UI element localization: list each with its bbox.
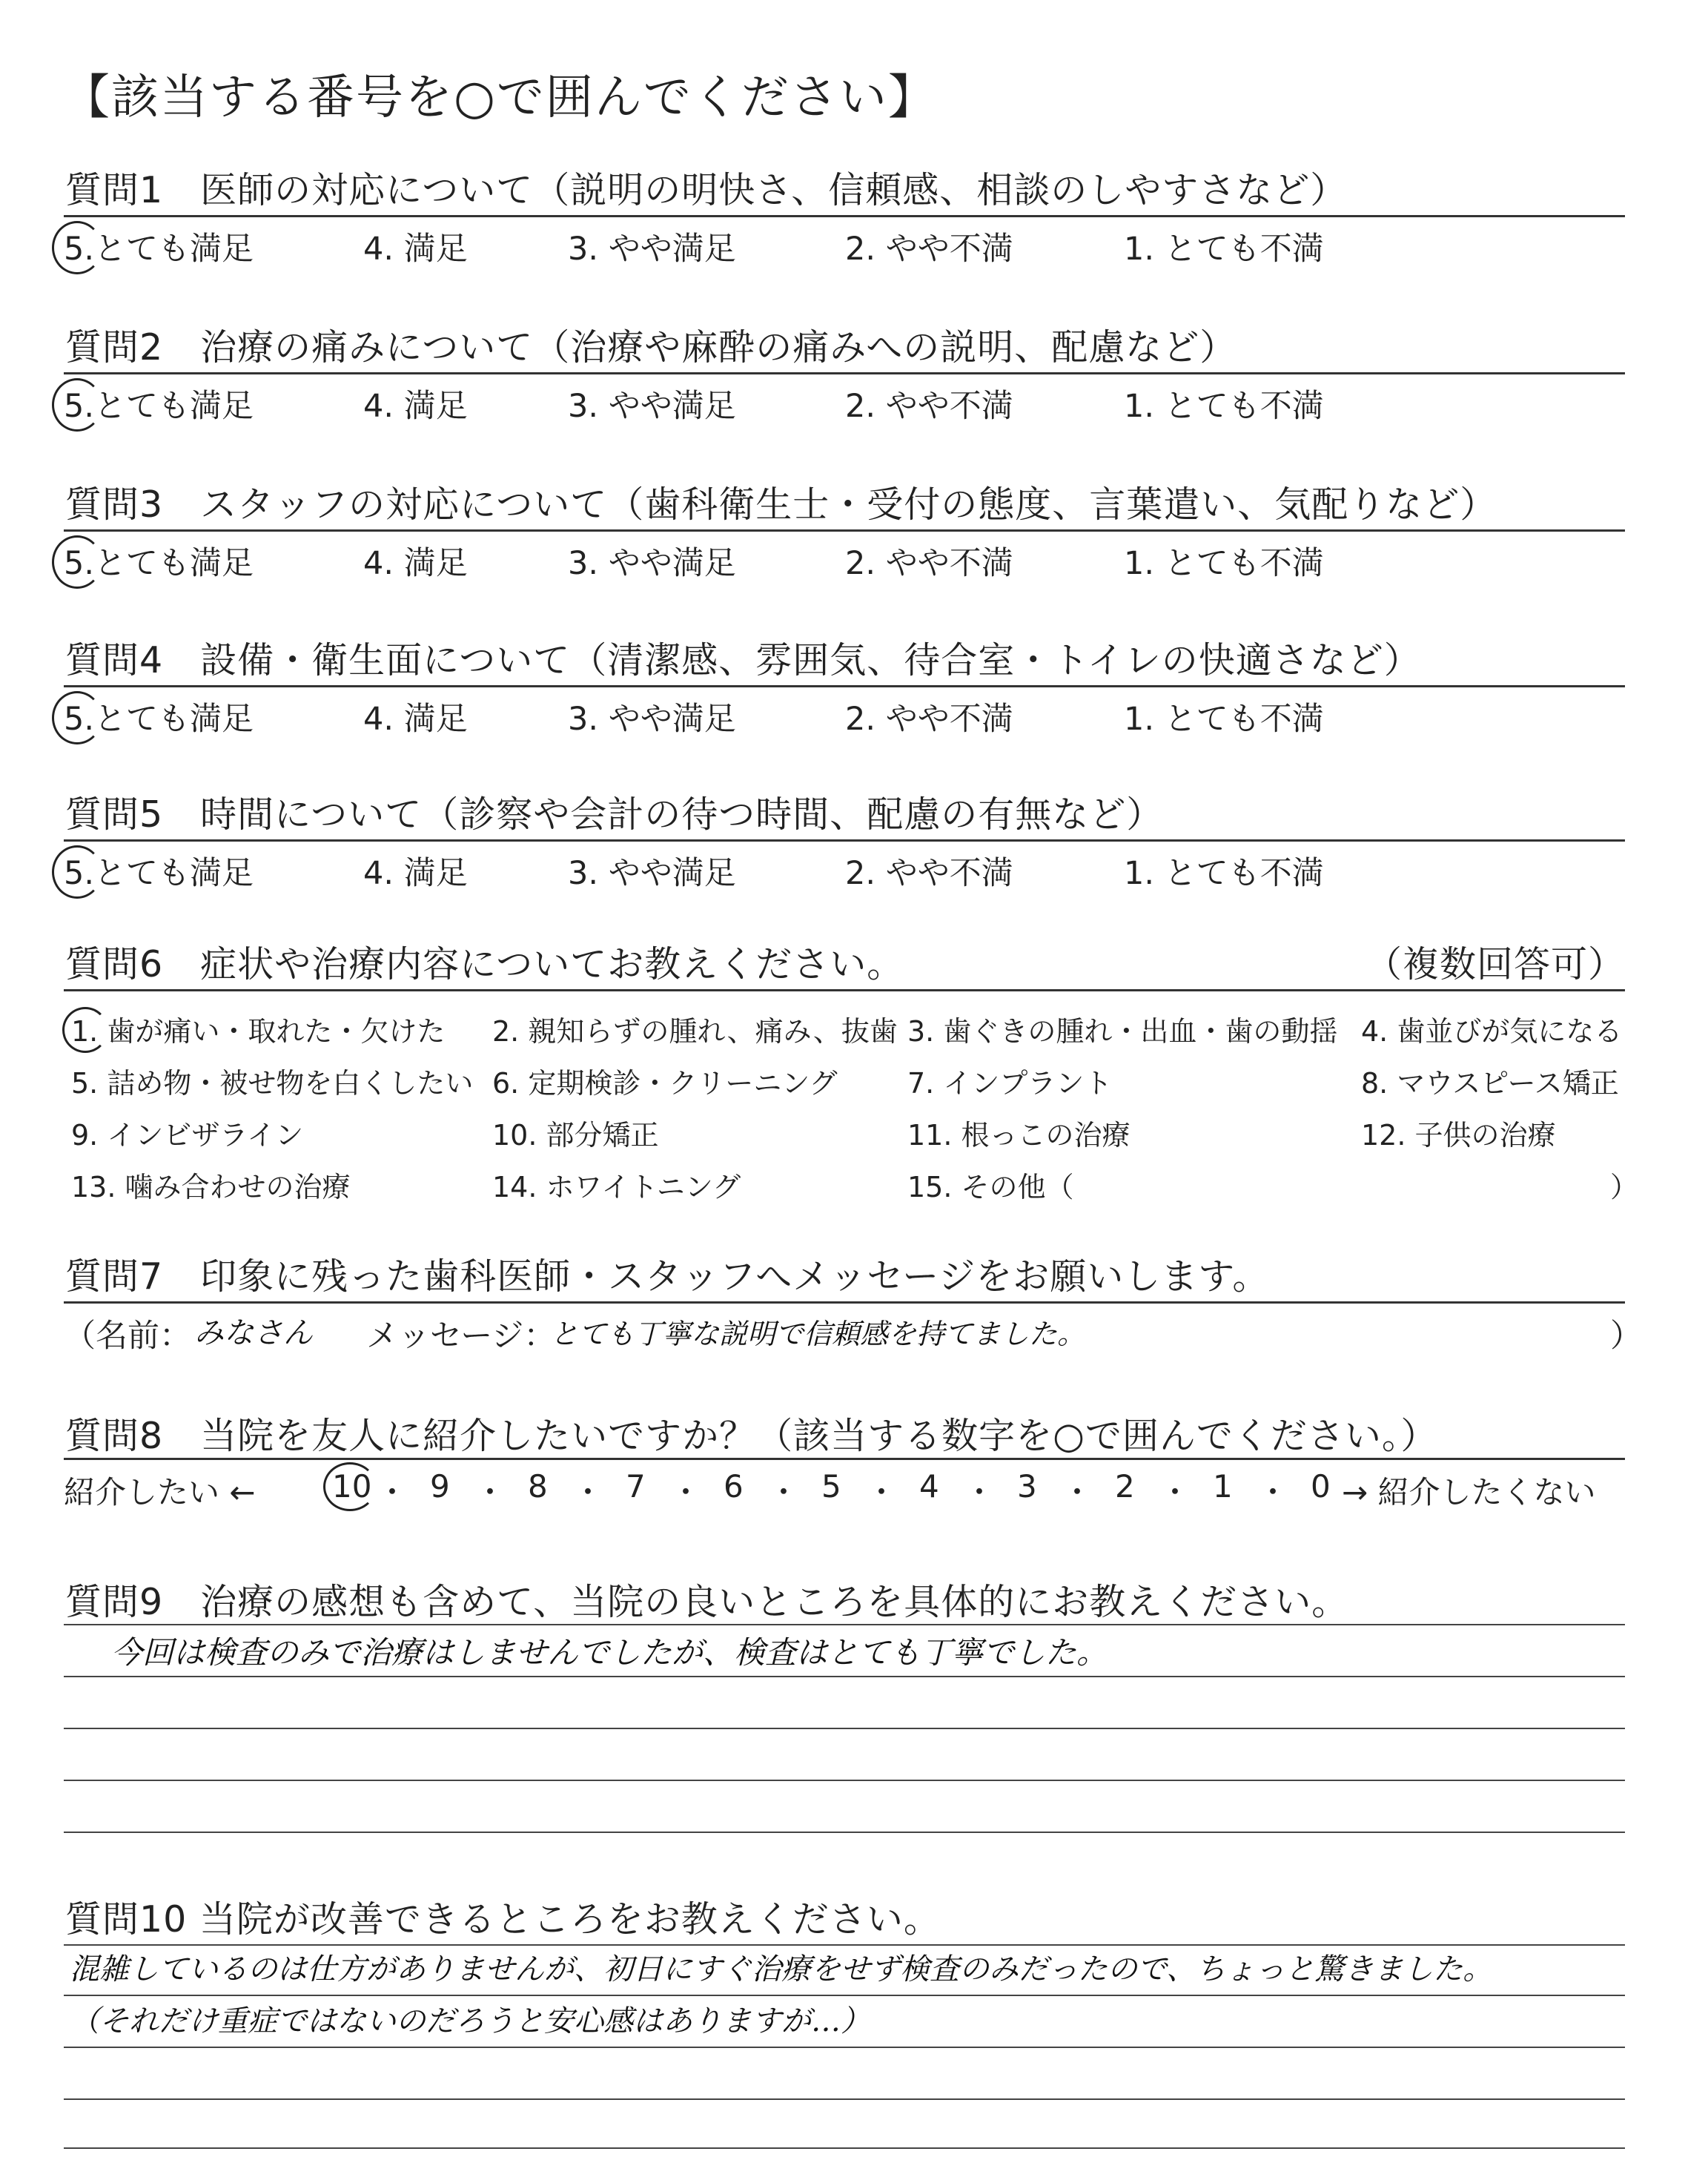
q8-scale-8[interactable]: 8 xyxy=(528,1468,548,1505)
q5-option-3[interactable]: 3. やや満足 xyxy=(568,855,736,892)
q3-selection-circle xyxy=(52,535,102,589)
q2-option-3[interactable]: 3. やや満足 xyxy=(568,388,736,425)
q7-name-value[interactable]: みなさん xyxy=(194,1316,313,1350)
q9-rule-4 xyxy=(64,1780,1625,1781)
q9-rule-2 xyxy=(64,1676,1625,1677)
q3-title: 質問3 スタッフの対応について（歯科衛生士・受付の態度、言葉遣い、気配りなど） xyxy=(65,483,1497,526)
q2-title: 質問2 治療の痛みについて（治療や麻酔の痛みへの説明、配慮など） xyxy=(65,326,1237,369)
q5-option-4[interactable]: 4. 満足 xyxy=(363,855,468,892)
q6-option-3[interactable]: 3. 歯ぐきの腫れ・出血・歯の動揺 xyxy=(907,1015,1338,1048)
q8-selection-circle xyxy=(323,1462,377,1511)
q5-selection-circle xyxy=(52,845,102,899)
q10-rule-3 xyxy=(64,2047,1625,2048)
q8-title: 質問8 当院を友人に紹介したいですか？（該当する数字を○で囲んでください。） xyxy=(65,1415,1438,1457)
q1-option-2[interactable]: 2. やや不満 xyxy=(845,231,1013,268)
q2-selection-circle xyxy=(52,378,102,432)
q7-title: 質問7 印象に残った歯科医師・スタッフへメッセージをお願いします。 xyxy=(65,1255,1270,1298)
q8-scale-3[interactable]: 3 xyxy=(1017,1468,1037,1505)
q8-scale-separator: ・ xyxy=(474,1474,506,1510)
q2-option-4[interactable]: 4. 満足 xyxy=(363,388,468,425)
q10-answer-line-1[interactable]: 混雑しているのは仕方がありませんが、初日にすぐ治療をせず検査のみだったので、ちょっと驚きました。 xyxy=(70,1952,1493,1986)
q10-rule-5 xyxy=(64,2147,1625,2149)
q8-scale-5[interactable]: 5 xyxy=(821,1468,841,1505)
q4-rule xyxy=(64,685,1625,687)
q6-rule xyxy=(64,989,1625,991)
q4-option-1[interactable]: 1. とても不満 xyxy=(1124,701,1324,738)
q8-scale-1[interactable]: 1 xyxy=(1213,1468,1233,1505)
q6-option-14[interactable]: 14. ホワイトニング xyxy=(492,1171,741,1203)
q4-option-5[interactable]: 5.とても満足 xyxy=(64,701,254,738)
q5-title: 質問5 時間について（診察や会計の待つ時間、配慮の有無など） xyxy=(65,793,1164,836)
q8-scale-6[interactable]: 6 xyxy=(724,1468,744,1505)
q8-left-label: 紹介したい ← xyxy=(64,1474,256,1510)
q3-option-5[interactable]: 5.とても満足 xyxy=(64,545,254,582)
q3-option-2[interactable]: 2. やや不満 xyxy=(845,545,1013,582)
q8-right-label: → 紹介したくない xyxy=(1342,1474,1596,1510)
q7-rule xyxy=(64,1301,1625,1304)
q1-option-4[interactable]: 4. 満足 xyxy=(363,231,468,268)
q7-name-label: （名前： xyxy=(64,1318,191,1355)
q5-option-5[interactable]: 5.とても満足 xyxy=(64,855,254,892)
form-header: 【該当する番号を○で囲んでください】 xyxy=(62,70,937,125)
q6-option-13[interactable]: 13. 噛み合わせの治療 xyxy=(71,1171,351,1203)
q10-title: 質問10 当院が改善できるところをお教えください。 xyxy=(65,1898,941,1941)
q6-option-2[interactable]: 2. 親知らずの腫れ、痛み、抜歯 xyxy=(492,1015,898,1048)
q6-option-8[interactable]: 8. マウスピース矯正 xyxy=(1361,1067,1619,1100)
q6-option-4[interactable]: 4. 歯並びが気になる xyxy=(1361,1015,1623,1048)
q6-selection-circle xyxy=(62,1007,108,1053)
q9-rule-5 xyxy=(64,1832,1625,1833)
q6-option-5[interactable]: 5. 詰め物・被せ物を白くしたい xyxy=(71,1067,474,1100)
q9-rule-3 xyxy=(64,1728,1625,1729)
q9-title: 質問9 治療の感想も含めて、当院の良いところを具体的にお教えください。 xyxy=(65,1581,1349,1623)
q1-option-5[interactable]: 5.とても満足 xyxy=(64,231,254,268)
q10-rule-2 xyxy=(64,1995,1625,1996)
q3-option-4[interactable]: 4. 満足 xyxy=(363,545,468,582)
q3-rule xyxy=(64,529,1625,532)
q1-title: 質問1 医師の対応について（説明の明快さ、信頼感、相談のしやすさなど） xyxy=(65,169,1348,211)
q6-option-11[interactable]: 11. 根っこの治療 xyxy=(907,1119,1131,1152)
q6-option-10[interactable]: 10. 部分矯正 xyxy=(492,1119,659,1152)
q8-rule xyxy=(64,1458,1625,1460)
q7-close-paren: ） xyxy=(1610,1318,1642,1355)
q5-option-1[interactable]: 1. とても不満 xyxy=(1124,855,1324,892)
q6-close-paren: ） xyxy=(1610,1171,1639,1203)
q6-option-7[interactable]: 7. インプラント xyxy=(907,1067,1113,1100)
q10-answer-line-2[interactable]: （それだけ重症ではないのだろうと安心感はありますが…） xyxy=(70,2004,870,2038)
q6-note: （複数回答可） xyxy=(1366,943,1626,985)
q3-option-3[interactable]: 3. やや満足 xyxy=(568,545,736,582)
q8-scale-separator: ・ xyxy=(572,1474,604,1510)
q9-answer-line-1[interactable]: 今回は検査のみで治療はしませんでしたが、検査はとても丁寧でした。 xyxy=(111,1634,1108,1671)
q2-option-5[interactable]: 5.とても満足 xyxy=(64,388,254,425)
q4-option-2[interactable]: 2. やや不満 xyxy=(845,701,1013,738)
q8-scale-4[interactable]: 4 xyxy=(919,1468,939,1505)
q8-scale-10[interactable]: 10 xyxy=(332,1468,372,1505)
q8-scale-0[interactable]: 0 xyxy=(1311,1468,1331,1505)
q8-scale-separator: ・ xyxy=(377,1474,408,1510)
q6-option-12[interactable]: 12. 子供の治療 xyxy=(1361,1119,1556,1152)
q5-option-2[interactable]: 2. やや不満 xyxy=(845,855,1013,892)
q8-scale-9[interactable]: 9 xyxy=(430,1468,450,1505)
q8-scale-separator: ・ xyxy=(768,1474,800,1510)
q8-scale-separator: ・ xyxy=(1159,1474,1191,1510)
q8-scale-2[interactable]: 2 xyxy=(1115,1468,1135,1505)
q8-scale-separator: ・ xyxy=(1062,1474,1093,1510)
q8-scale-separator: ・ xyxy=(866,1474,898,1510)
q8-scale-separator: ・ xyxy=(964,1474,996,1510)
q4-selection-circle xyxy=(52,691,102,744)
q7-message-value[interactable]: とても丁寧な説明で信頼感を持てました。 xyxy=(550,1318,1086,1350)
q6-option-15[interactable]: 15. その他（ xyxy=(907,1171,1074,1203)
q6-option-1[interactable]: 1. 歯が痛い・取れた・欠けた xyxy=(71,1015,446,1048)
q8-scale-7[interactable]: 7 xyxy=(626,1468,646,1505)
q8-scale-separator: ・ xyxy=(670,1474,702,1510)
q2-option-2[interactable]: 2. やや不満 xyxy=(845,388,1013,425)
q9-rule-1 xyxy=(64,1624,1625,1625)
q5-rule xyxy=(64,839,1625,842)
q2-option-1[interactable]: 1. とても不満 xyxy=(1124,388,1324,425)
q6-option-9[interactable]: 9. インビザライン xyxy=(71,1119,304,1152)
q4-title: 質問4 設備・衛生面について（清潔感、雰囲気、待合室・トイレの快適さなど） xyxy=(65,639,1421,681)
q7-message-label: メッセージ： xyxy=(366,1318,556,1355)
q6-option-6[interactable]: 6. 定期検診・クリーニング xyxy=(492,1067,838,1100)
q3-option-1[interactable]: 1. とても不満 xyxy=(1124,545,1324,582)
q10-rule-4 xyxy=(64,2098,1625,2100)
q4-option-3[interactable]: 3. やや満足 xyxy=(568,701,736,738)
q1-option-3[interactable]: 3. やや満足 xyxy=(568,231,736,268)
q1-option-1[interactable]: 1. とても不満 xyxy=(1124,231,1324,268)
q2-rule xyxy=(64,372,1625,374)
q1-rule xyxy=(64,215,1625,217)
q8-scale-separator: ・ xyxy=(1257,1474,1289,1510)
q1-selection-circle xyxy=(52,221,102,274)
q6-title: 質問6 症状や治療内容についてお教えください。 xyxy=(65,943,904,985)
q4-option-4[interactable]: 4. 満足 xyxy=(363,701,468,738)
